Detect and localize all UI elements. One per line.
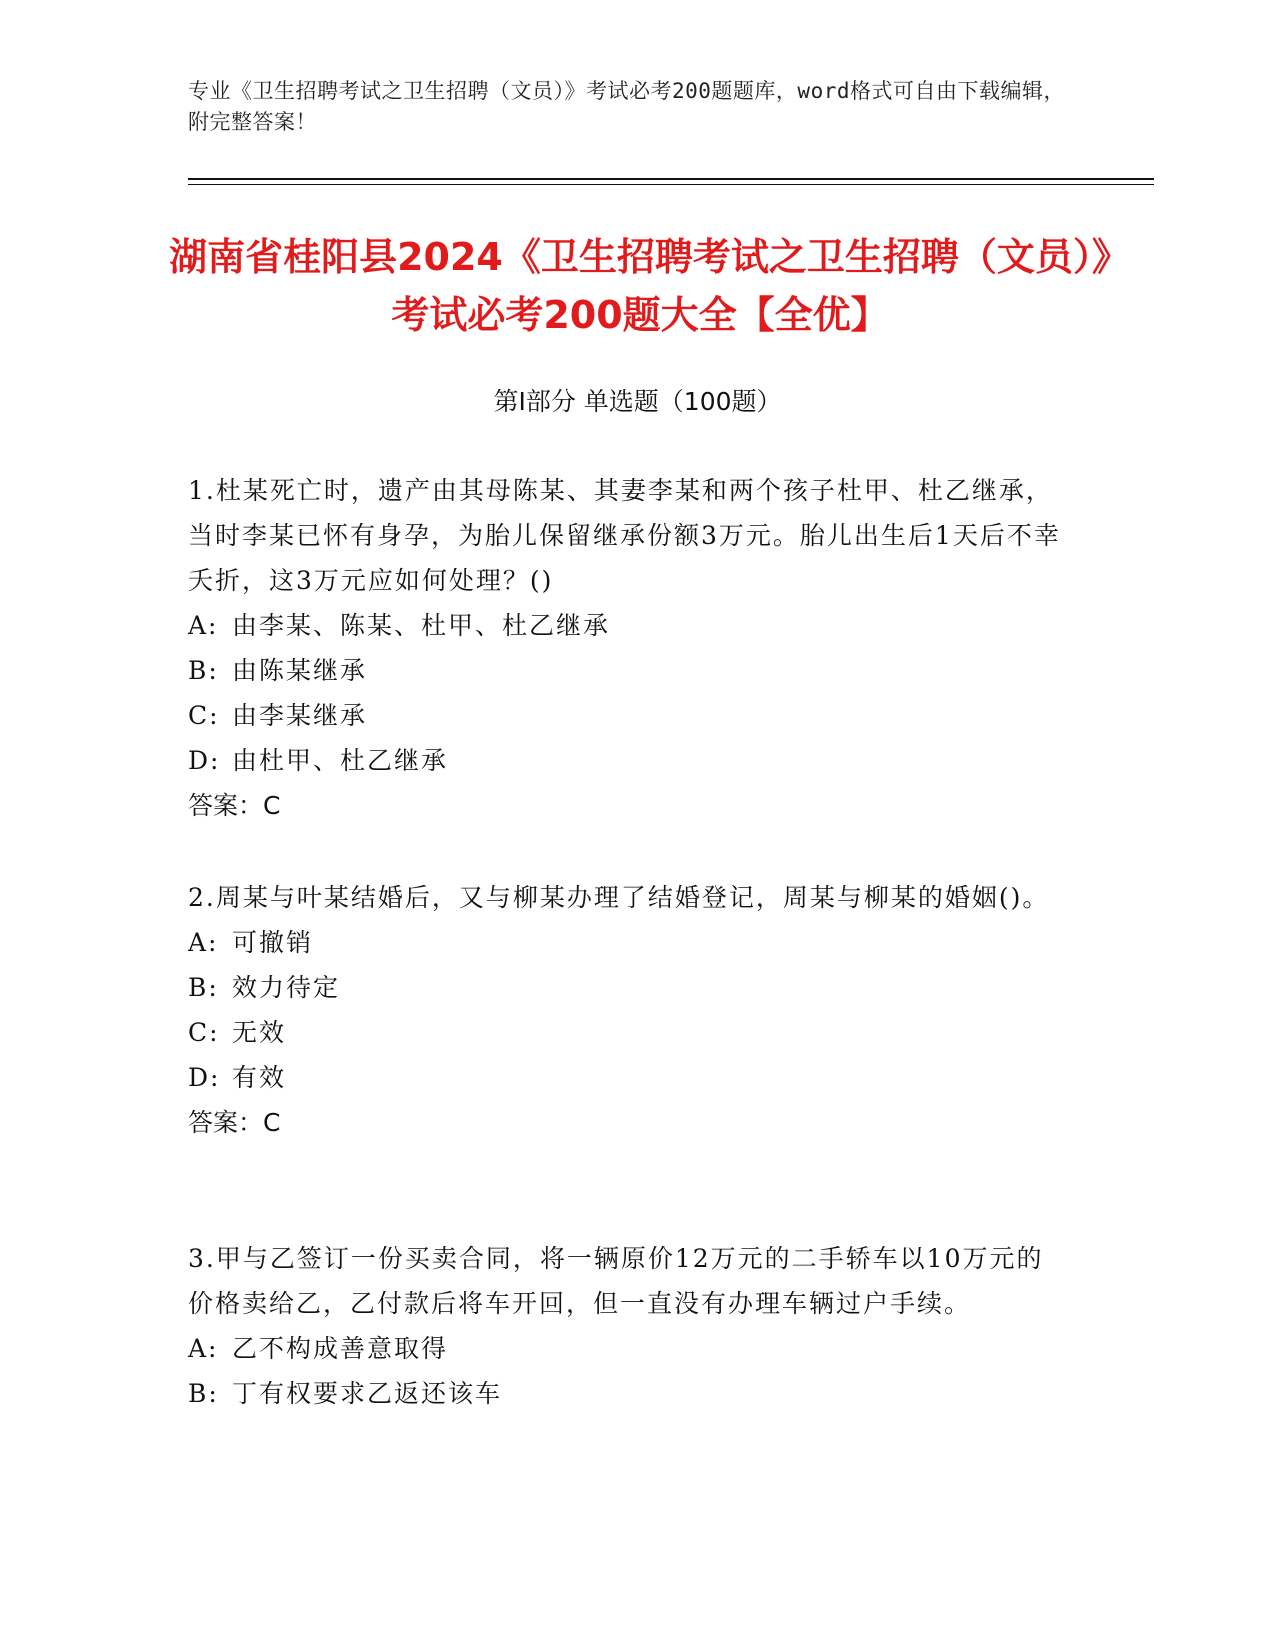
option-b	[188, 965, 1068, 1010]
question-stem: 2.周某与叶某结婚后，又与柳某办理了结婚登记，周某与柳某的婚姻()。	[188, 883, 1050, 912]
option-letter: B:	[188, 973, 219, 1002]
question-stem: 3.甲与乙签订一份买卖合同，将一辆原价12万元的二手轿车以10万元的价格卖给乙，乙付款后将车开回，但一直没有办理车辆过户手续。	[188, 1244, 1044, 1318]
header-divider-thin	[188, 184, 1154, 185]
option-text: 有效	[232, 1063, 287, 1092]
option-a	[188, 920, 1068, 965]
option-text: 乙不构成善意取得	[232, 1334, 449, 1363]
option-b	[188, 648, 1068, 693]
option-letter: D:	[188, 1063, 221, 1092]
option-letter: C:	[188, 1018, 220, 1047]
option-letter: D:	[188, 746, 221, 775]
option-text: 由陈某继承	[232, 656, 368, 685]
option-d	[188, 738, 1068, 783]
option-d	[188, 1055, 1068, 1100]
option-letter: B:	[188, 1379, 219, 1408]
option-a	[188, 1326, 1068, 1371]
option-b	[188, 1371, 1068, 1416]
option-letter: A:	[188, 928, 219, 957]
document-title: 湖南省桂阳县2024《卫生招聘考试之卫生招聘（文员）》考试必考200题大全【全优】	[169, 235, 1111, 337]
option-letter: A:	[188, 611, 219, 640]
option-text: 由杜甲、杜乙继承	[232, 746, 449, 775]
option-letter: B:	[188, 656, 219, 685]
option-letter: C:	[188, 701, 220, 730]
question-stem: 1.杜某死亡时，遗产由其母陈某、其妻李某和两个孩子杜甲、杜乙继承，当时李某已怀有身孕，为胎儿保留继承份额3万元。胎儿出生后1天后不幸夭折，这3万元应如何处理？()	[188, 476, 1061, 595]
option-a	[188, 603, 1068, 648]
option-letter: A:	[188, 1334, 219, 1363]
option-c	[188, 1010, 1068, 1055]
option-text: 效力待定	[232, 973, 341, 1002]
question-2	[188, 875, 1068, 1145]
header-divider	[188, 178, 1154, 180]
section-title: 第Ⅰ部分 单选题（100题）	[493, 387, 782, 416]
answer-line: 答案：C	[188, 791, 281, 820]
header-note: 专业《卫生招聘考试之卫生招聘（文员）》考试必考200题题库，word格式可自由下载编辑，附完整答案！	[188, 79, 1065, 134]
option-text: 可撤销	[232, 928, 314, 957]
question-3	[188, 1236, 1068, 1416]
option-text: 由李某继承	[232, 701, 368, 730]
answer-line: 答案：C	[188, 1108, 281, 1137]
option-c	[188, 693, 1068, 738]
question-1	[188, 468, 1068, 828]
option-text: 无效	[232, 1018, 287, 1047]
option-text: 由李某、陈某、杜甲、杜乙继承	[232, 611, 611, 640]
option-text: 丁有权要求乙返还该车	[232, 1379, 503, 1408]
